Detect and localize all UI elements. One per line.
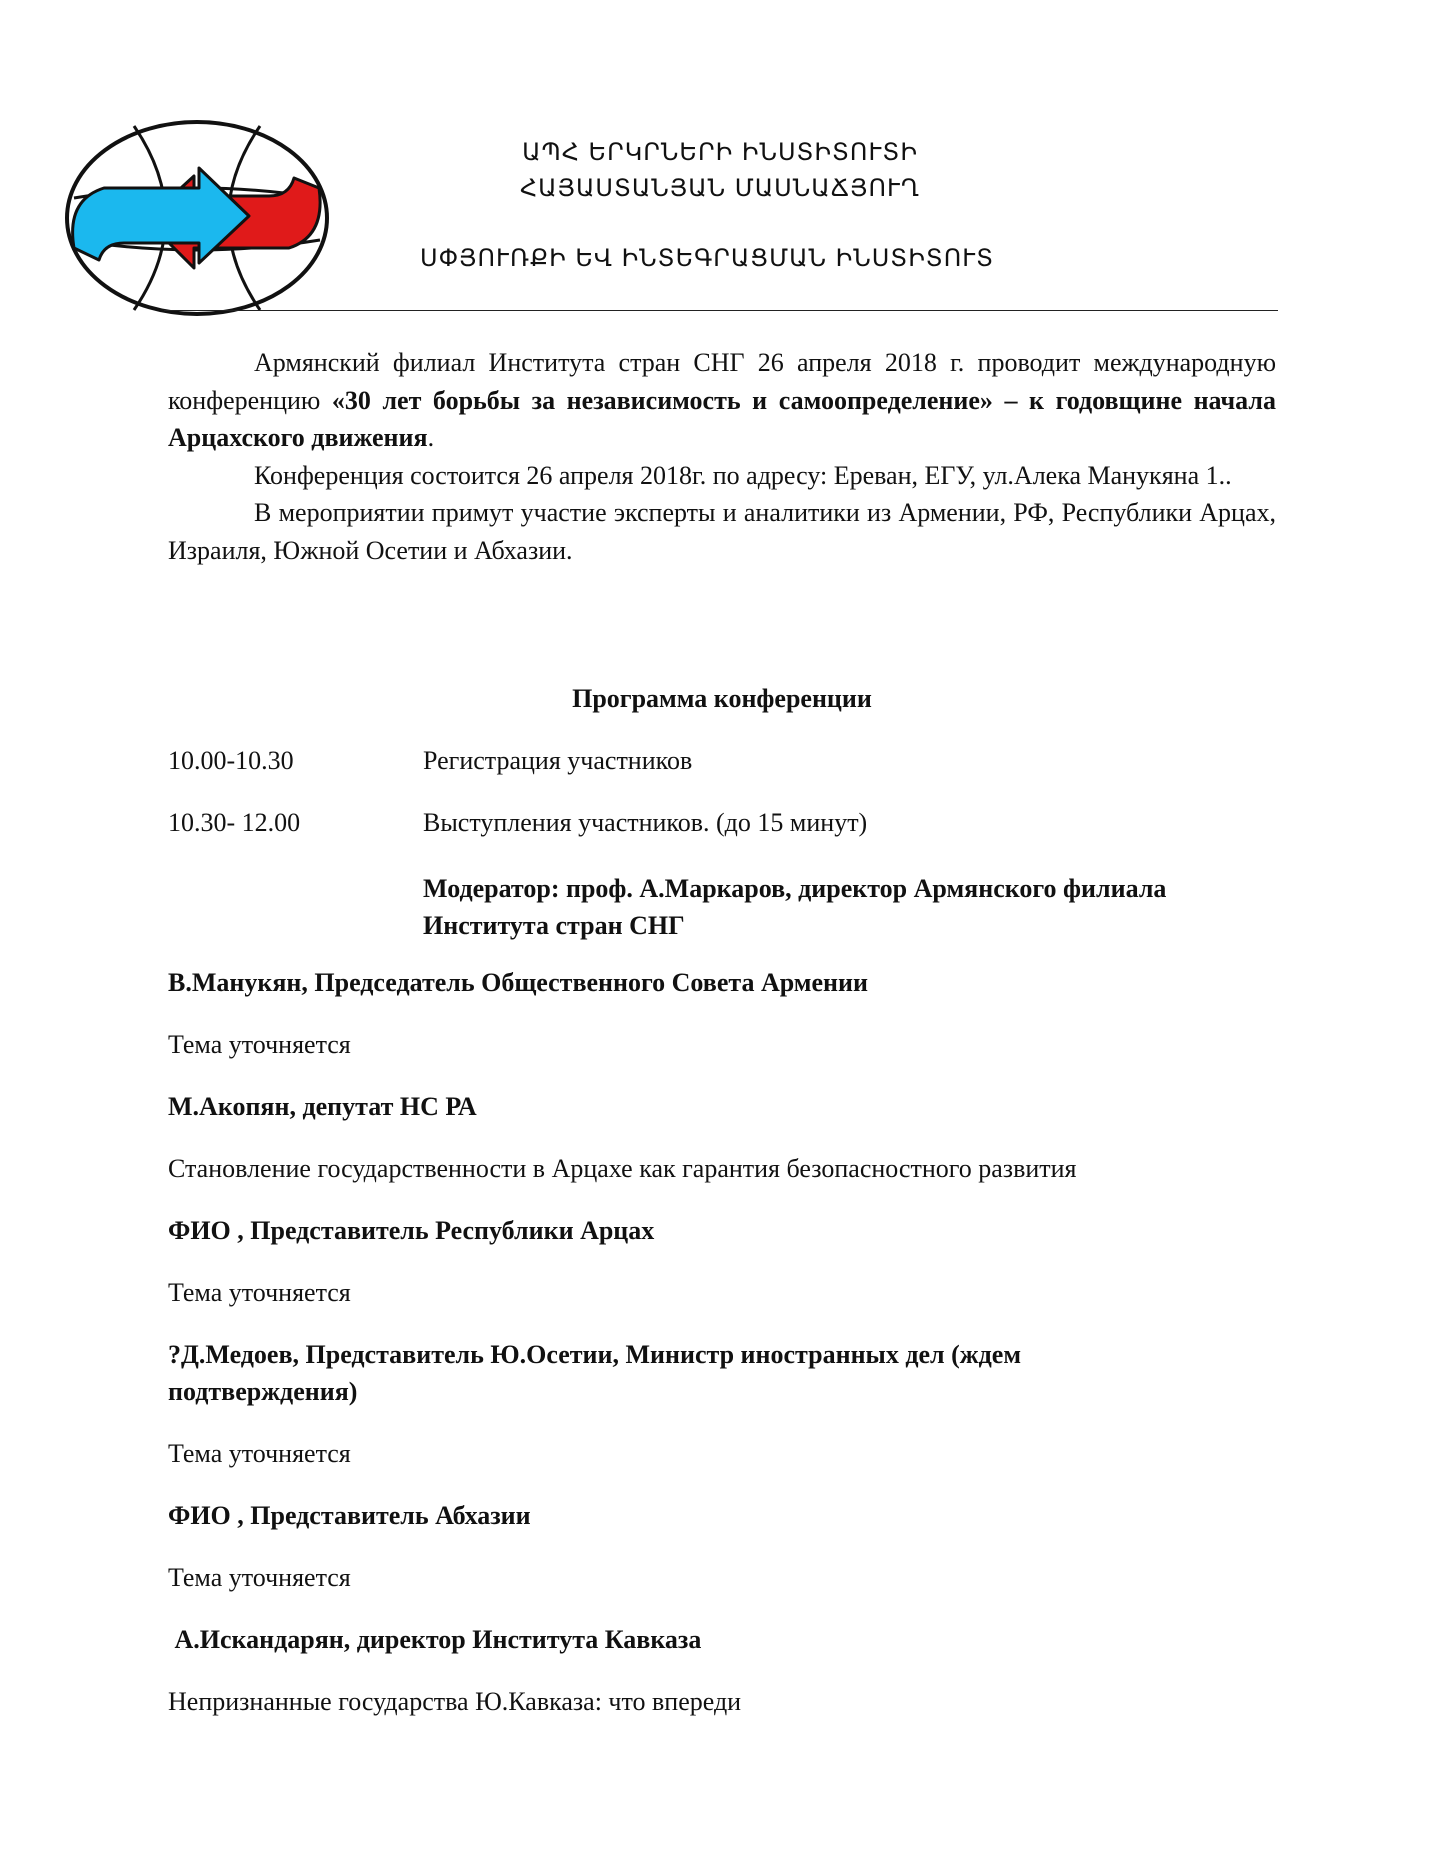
schedule-time: 10.30- 12.00 <box>168 808 301 837</box>
schedule-desc: Выступления участников. (до 15 минут) <box>423 808 868 837</box>
speaker-name: ФИО , Представитель Республики Арцах <box>168 1216 655 1245</box>
speaker-topic: Тема уточняется <box>168 1278 351 1307</box>
speaker-topic: Тема уточняется <box>168 1563 351 1592</box>
intro-paragraph-3: В мероприятии примут участие эксперты и аналитики из Армении, РФ, Республики Арцах, Израиля, Южной Осетии и Абхазии. <box>168 498 1276 565</box>
speaker-topic: Тема уточняется <box>168 1030 351 1059</box>
speaker-topic: Непризнанные государства Ю.Кавказа: что впереди <box>168 1687 742 1716</box>
speaker-name: ФИО , Представитель Абхазии <box>168 1501 531 1530</box>
conference-title: «30 лет борьбы за независимость и самоопределение» – к годовщине начала Арцахского движения <box>168 385 1276 452</box>
schedule-time: 10.00-10.30 <box>168 746 294 775</box>
speaker-name: ?Д.Медоев, Представитель Ю.Осетии, Министр иностранных дел (ждем подтверждения) <box>168 1340 1022 1406</box>
speaker-topic: Становление государственности в Арцахе как гарантия безопасностного развития <box>168 1154 1077 1183</box>
schedule-desc: Регистрация участников <box>423 746 693 775</box>
intro-paragraph-1 <box>168 344 1276 457</box>
intro-p1-text: Армянский филиал Института стран СНГ 26 апреля 2018 г. проводит международную конференцию <box>168 348 1276 415</box>
speaker-name: М.Акопян, депутат НС РА <box>168 1092 477 1121</box>
speaker-name: А.Искандарян, директор Института Кавказа <box>168 1625 702 1654</box>
header-divider <box>164 310 1278 311</box>
intro-paragraph-2: Конференция состоится 26 апреля 2018г. по адресу: Ереван, ЕГУ, ул.Алека Манукяна 1.. <box>254 460 1232 490</box>
intro-p1-end: . <box>427 423 435 452</box>
speaker-topic: Тема уточняется <box>168 1439 351 1468</box>
institute-name-line-3: ՍՓՅՈՒՌՔԻ ԵՎ ԻՆՏԵԳՐԱՑՄԱՆ ԻՆՍՏԻՏՈՒՏ <box>420 244 995 272</box>
institute-name-line-2: ՀԱՅԱՍՏԱՆՅԱՆ ՄԱՍՆԱՃՅՈՒՂ <box>519 174 920 202</box>
intro-text <box>168 344 1276 569</box>
moderator: Модератор: проф. А.Маркаров, директор Армянского филиала Института стран СНГ <box>423 874 1167 940</box>
institute-logo-icon <box>64 118 330 318</box>
institute-name-line-1: ԱՊՀ ԵՐԿՐՆԵՐԻ ԻՆՍՏԻՏՈՒՏԻ <box>522 138 918 166</box>
speaker-name: В.Манукян, Председатель Общественного Совета Армении <box>168 968 868 997</box>
program-title: Программа конференции <box>572 684 872 713</box>
